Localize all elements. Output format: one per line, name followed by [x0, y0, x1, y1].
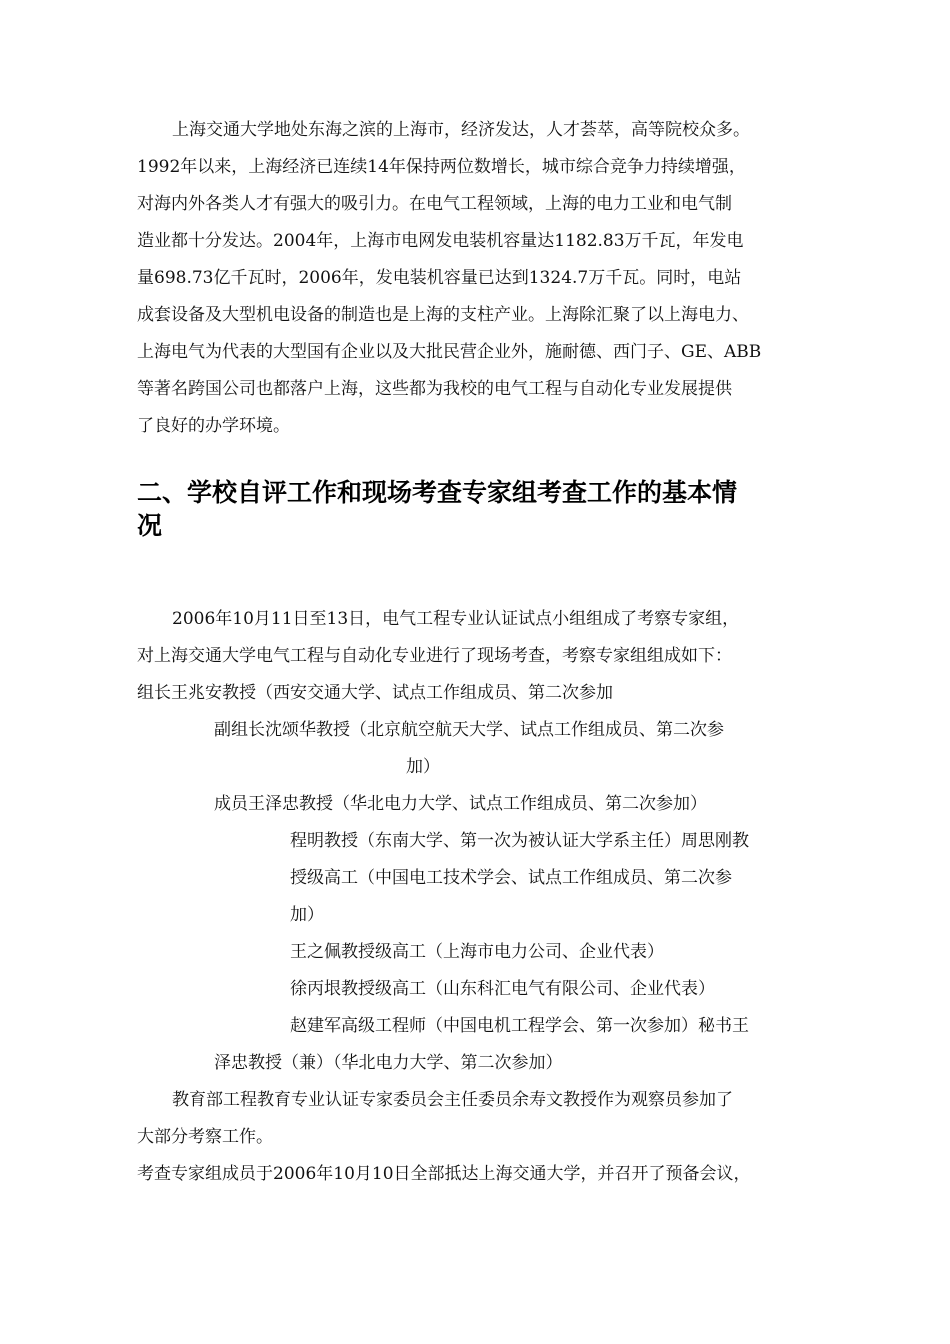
paragraph-line: 大部分考察工作。 — [137, 1127, 273, 1147]
expert-group-member: 王之佩教授级高工（上海市电力公司、企业代表） — [290, 942, 664, 962]
paragraph-line: 加） — [290, 905, 324, 925]
paragraph-line: 对海内外各类人才有强大的吸引力。在电气工程领域，上海的电力工业和电气制 — [137, 194, 732, 214]
paragraph-line: 造业都十分发达。2004年，上海市电网发电装机容量达1182.83万千瓦，年发电 — [137, 231, 744, 251]
paragraph-line: 成套设备及大型机电设备的制造也是上海的支柱产业。上海除汇聚了以上海电力、 — [137, 305, 749, 325]
paragraph-line: 1992年以来，上海经济已连续14年保持两位数增长，城市综合竞争力持续增强， — [137, 157, 746, 177]
paragraph-line: 上海交通大学地处东海之滨的上海市，经济发达，人才荟萃，高等院校众多。 — [172, 120, 750, 140]
expert-group-member: 徐丙垠教授级高工（山东科汇电气有限公司、企业代表） — [290, 979, 715, 999]
paragraph-line: 等著名跨国公司也都落户上海，这些都为我校的电气工程与自动化专业发展提供 — [137, 379, 732, 399]
expert-group-member: 授级高工（中国电工技术学会、试点工作组成员、第二次参 — [290, 868, 732, 888]
expert-group-secretary: 泽忠教授（兼）（华北电力大学、第二次参加） — [214, 1053, 563, 1073]
paragraph-line: 教育部工程教育专业认证专家委员会主任委员余寿文教授作为观察员参加了 — [172, 1090, 733, 1110]
paragraph-line: 上海电气为代表的大型国有企业以及大批民营企业外，施耐德、西门子、GE、ABB — [137, 342, 762, 362]
paragraph-line: 考查专家组成员于2006年10月10日全部抵达上海交通大学，并召开了预备会议， — [137, 1164, 751, 1184]
section-heading-line: 况 — [137, 511, 163, 540]
expert-group-leader: 组长王兆安教授（西安交通大学、试点工作组成员、第二次参加 — [137, 683, 613, 703]
expert-group-member: 成员王泽忠教授（华北电力大学、试点工作组成员、第二次参加） — [214, 794, 707, 814]
expert-group-member: 赵建军高级工程师（中国电机工程学会、第一次参加）秘书王 — [290, 1016, 749, 1036]
paragraph-line: 了良好的办学环境。 — [137, 416, 290, 436]
expert-group-member: 程明教授（东南大学、第一次为被认证大学系主任）周思刚教 — [290, 831, 749, 851]
paragraph-line: 量698.73亿千瓦时，2006年，发电装机容量已达到1324.7万千瓦。同时，电站 — [137, 268, 742, 288]
paragraph-line: 对上海交通大学电气工程与自动化专业进行了现场考查，考察专家组组成如下： — [137, 646, 732, 666]
section-heading-line: 二、学校自评工作和现场考查专家组考查工作的基本情 — [137, 478, 738, 507]
paragraph-line: 2006年10月11日至13日，电气工程专业认证试点小组组成了考察专家组， — [172, 609, 740, 629]
expert-group-deputy-leader: 副组长沈颂华教授（北京航空航天大学、试点工作组成员、第二次参 — [214, 720, 724, 740]
paragraph-line: 加） — [406, 757, 440, 777]
